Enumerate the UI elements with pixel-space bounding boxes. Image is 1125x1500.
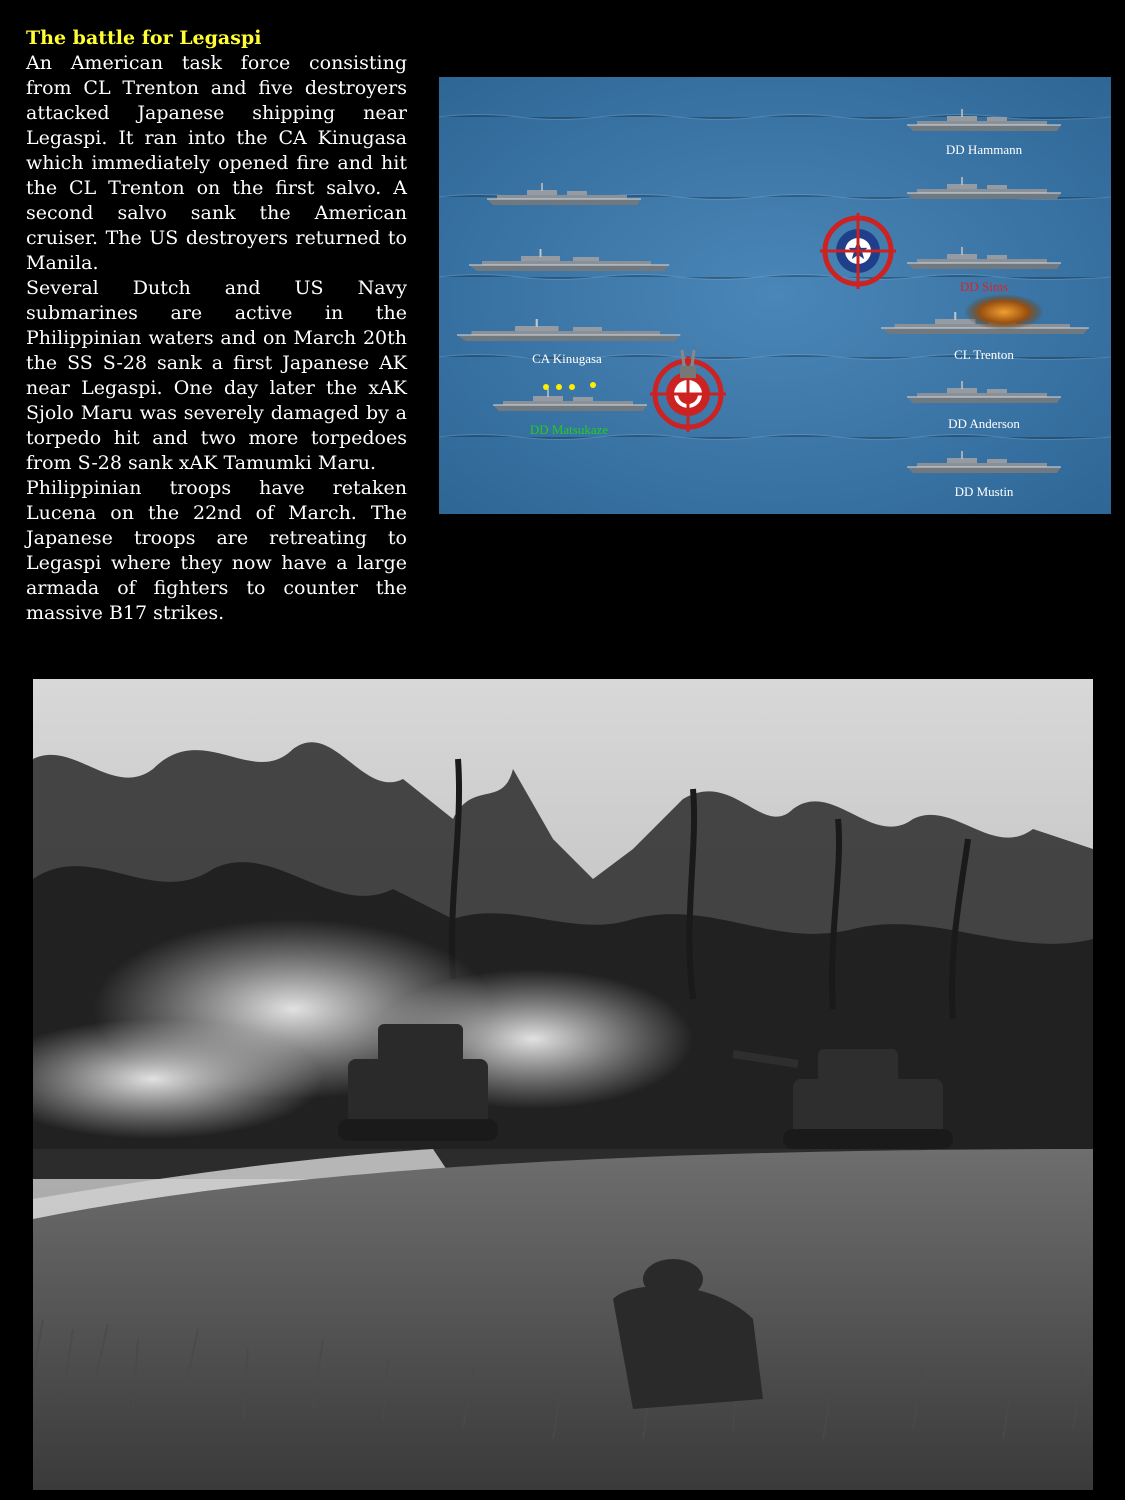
article-paragraph: Several Dutch and US Navy submarines are active in the Philippinian waters and on March 20th the SS S-28 sank a first Japanese AK near Legaspi. One day later the xAK Sjolo Maru was severely damaged by a torpedo hit and two more torpedoes from S-28 sank xAK Tamumki Maru. bbox=[26, 277, 407, 474]
war-photograph bbox=[33, 679, 1093, 1490]
article bbox=[26, 26, 407, 626]
ship-label: DD Mustin bbox=[954, 484, 1014, 499]
ship-label: DD Anderson bbox=[948, 416, 1020, 431]
article-paragraph: Philippinian troops have retaken Lucena on the 22nd of March. The Japanese troops are retreating to Legaspi where they now have a large armada of fighters to counter the massive B17 strikes. bbox=[26, 477, 407, 624]
ship-label: DD Hammann bbox=[945, 142, 1023, 157]
battle-scene bbox=[439, 77, 1111, 514]
ship-label: CL Trenton bbox=[954, 347, 1014, 362]
ship-label: DD Sims bbox=[959, 279, 1009, 294]
tank-infantry-photo bbox=[33, 679, 1093, 1490]
article-title: The battle for Legaspi bbox=[26, 27, 262, 49]
explosion-icon bbox=[964, 294, 1044, 330]
article-paragraph: An American task force consisting from CL Trenton and five destroyers attacked Japanese shipping near Legaspi. It ran into the CA Kinugasa which immediately opened fire and hit the CL Trenton on the first salvo. A second salvo sank the American cruiser. The US destroyers returned to Manila. bbox=[26, 52, 407, 274]
battle-screenshot bbox=[439, 77, 1111, 514]
ship-label: DD Matsukaze bbox=[529, 422, 609, 437]
ship-label: CA Kinugasa bbox=[532, 351, 602, 366]
